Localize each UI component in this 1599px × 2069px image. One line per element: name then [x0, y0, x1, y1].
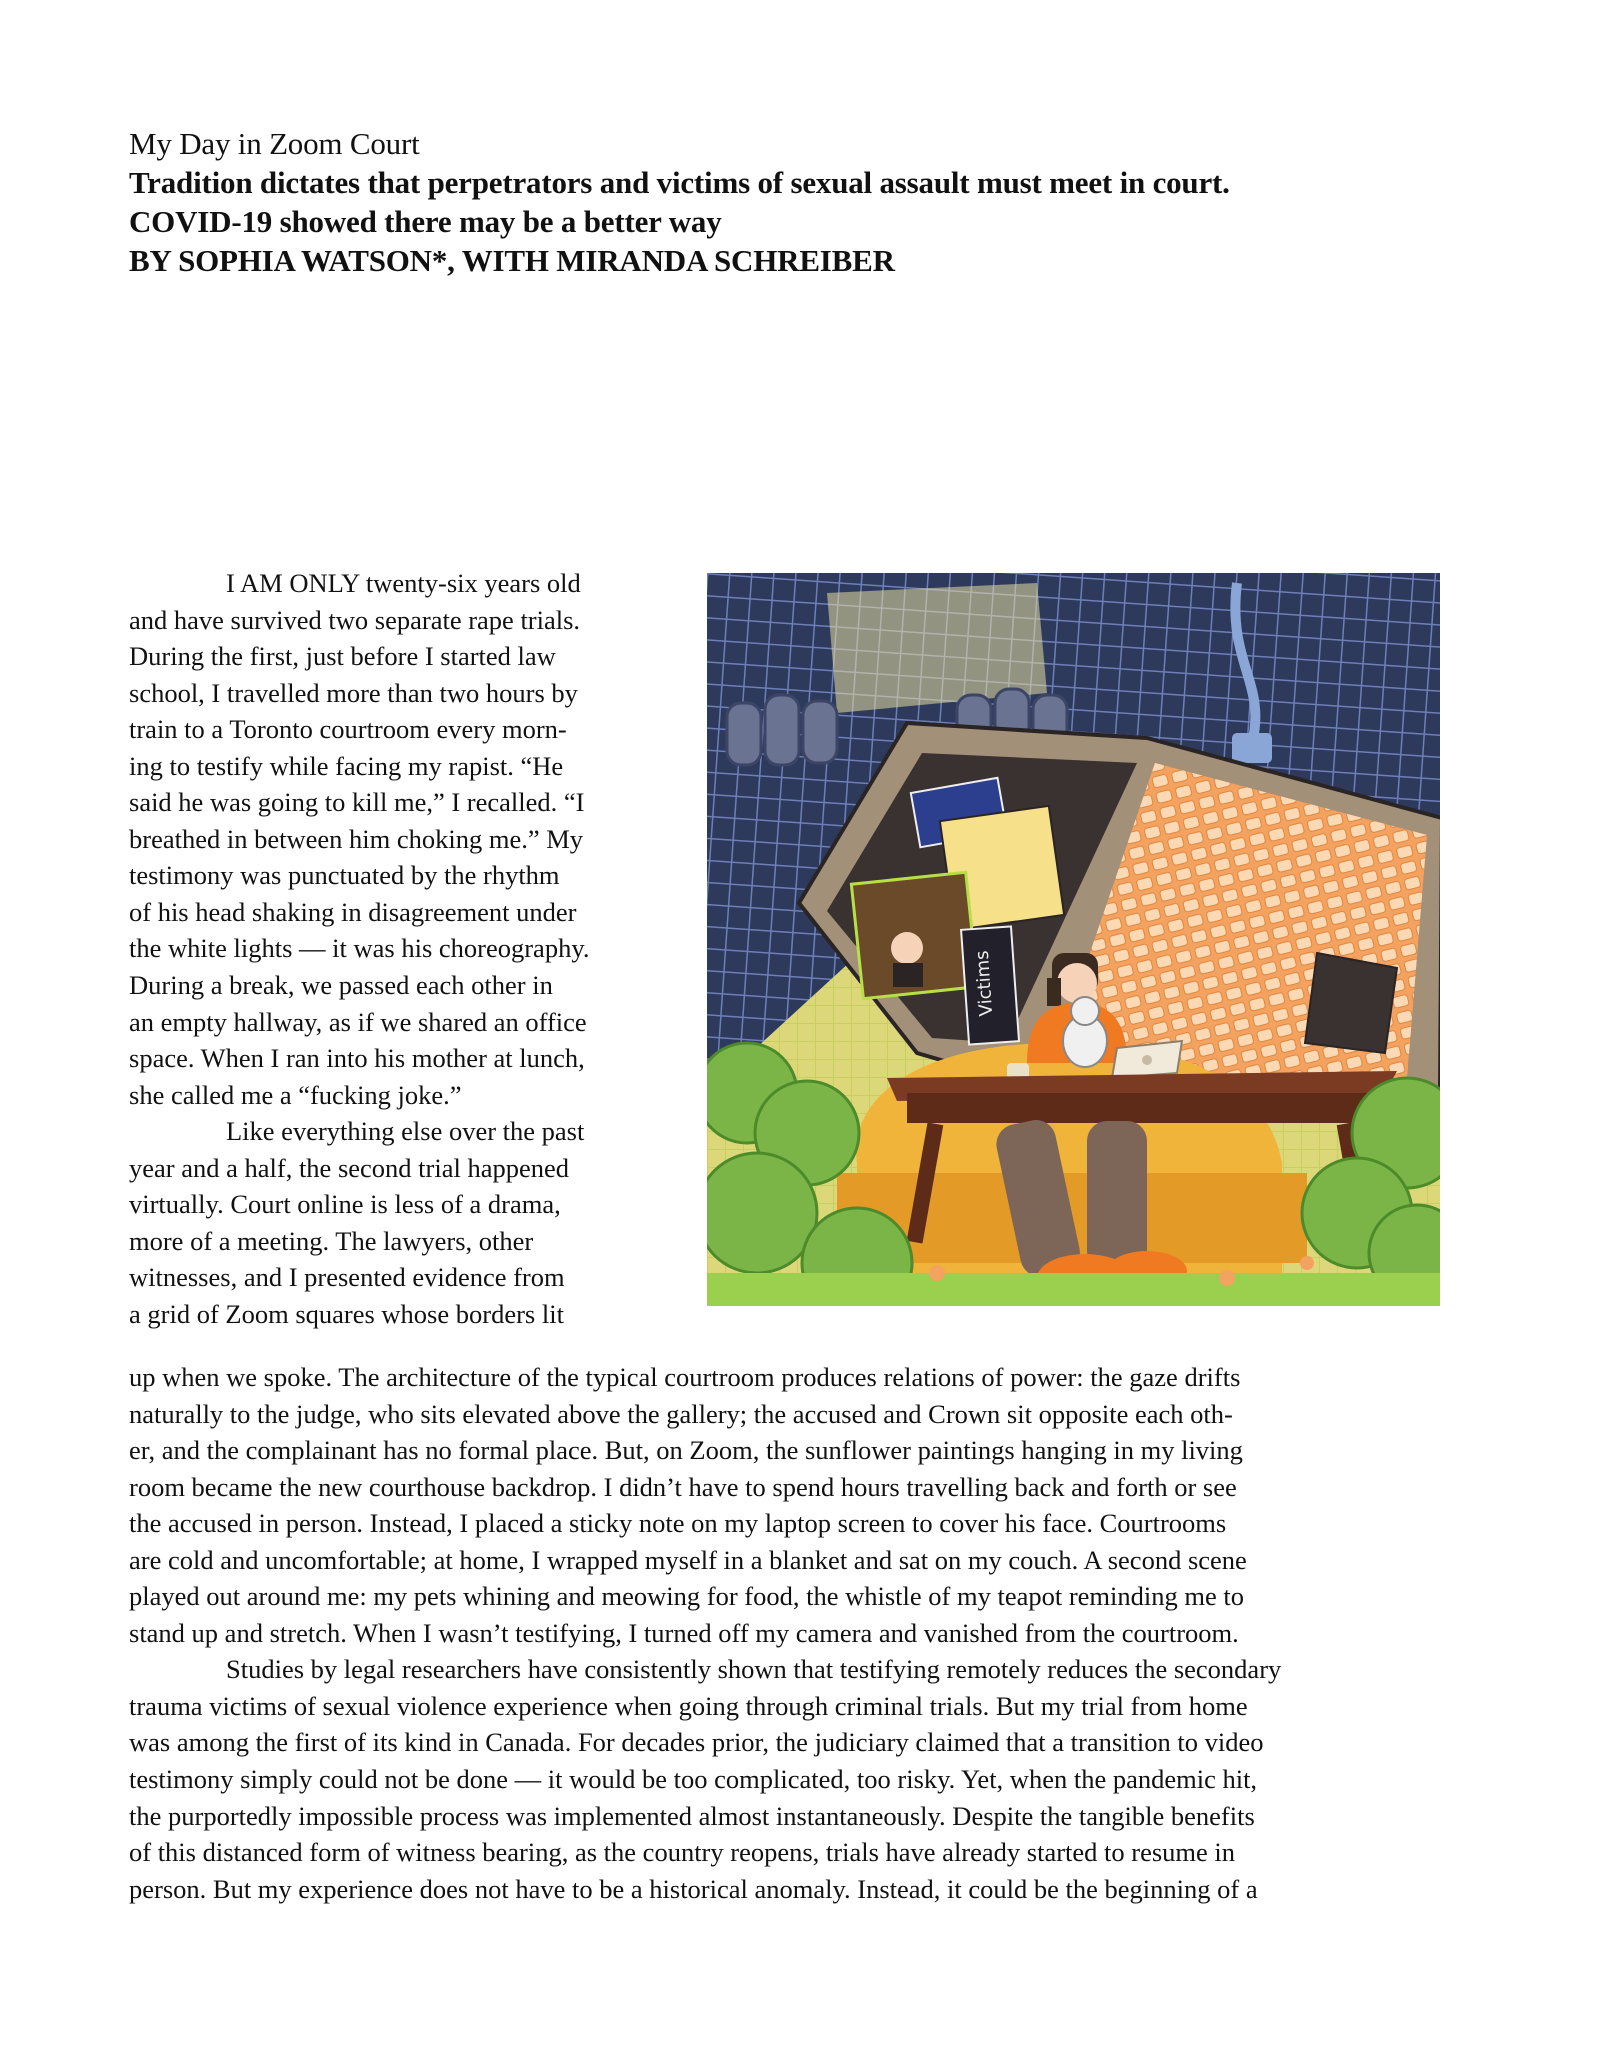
body-text-line: played out around me: my pets whining and meowing for food, the whistle of my teapot reminding me to	[129, 1581, 1244, 1612]
body-text-line: person. But my experience does not have to be a historical anomaly. Instead, it could be the beginning of a	[129, 1873, 1258, 1904]
body-text-line: Studies by legal researchers have consistently shown that testifying remotely reduces the secondary	[226, 1654, 1282, 1685]
body-text-line: I AM ONLY twenty-six years old	[226, 568, 581, 598]
article-dek-line-1: Tradition dictates that perpetrators and victims of sexual assault must meet in court.	[129, 165, 1230, 200]
body-text-line: testimony was punctuated by the rhythm	[129, 860, 560, 891]
body-text-line: virtually. Court online is less of a drama,	[129, 1189, 561, 1220]
body-text-line: breathed in between him choking me.” My	[129, 823, 584, 854]
illustration-victims-label: Victims	[971, 949, 998, 1017]
body-text-line: train to a Toronto courtroom every morn-	[129, 714, 567, 745]
body-text-line: said he was going to kill me,” I recalled. “I	[129, 787, 585, 818]
article-dek-line-2: COVID-19 showed there may be a better way	[129, 204, 722, 239]
body-text-line: an empty hallway, as if we shared an office	[129, 1006, 587, 1037]
body-text-line: the accused in person. Instead, I placed a sticky note on my laptop screen to cover his face. Courtrooms	[129, 1508, 1227, 1539]
body-text-line: a grid of Zoom squares whose borders lit	[129, 1298, 564, 1329]
body-text-line: ing to testify while facing my rapist. “He	[129, 750, 564, 781]
body-text-line: During the first, just before I started law	[129, 641, 556, 672]
body-text-line: more of a meeting. The lawyers, other	[129, 1225, 534, 1256]
body-text-line: er, and the complainant has no formal place. But, on Zoom, the sunflower paintings hanging in my living	[129, 1435, 1243, 1466]
narrow-column	[129, 565, 589, 1332]
article-title: My Day in Zoom Court	[129, 126, 420, 161]
body-text-line: space. When I ran into his mother at lunch,	[129, 1043, 585, 1074]
body-text-line: testimony simply could not be done — it would be too complicated, too risky. Yet, when the pandemic hit,	[129, 1764, 1258, 1795]
body-text-line: the purportedly impossible process was implemented almost instantaneously. Despite the tangible benefits	[129, 1800, 1255, 1831]
article-byline: BY SOPHIA WATSON*, WITH MIRANDA SCHREIBER	[129, 243, 895, 278]
article-illustration	[707, 573, 1440, 1306]
body-text-line: the white lights — it was his choreography.	[129, 933, 590, 964]
body-text-line: she called me a “fucking joke.”	[129, 1079, 462, 1110]
body-text-line: trauma victims of sexual violence experience when going through criminal trials. But my trial from home	[129, 1690, 1248, 1721]
body-text-line: year and a half, the second trial happened	[129, 1152, 569, 1183]
body-text-line: up when we spoke. The architecture of the typical courtroom produces relations of power: the gaze drifts	[129, 1362, 1241, 1392]
article-header	[129, 124, 1489, 280]
body-text-line: During a break, we passed each other in	[129, 970, 553, 1001]
wide-column	[129, 1359, 1281, 1907]
body-text-line: school, I travelled more than two hours by	[129, 677, 578, 708]
body-text-line: was among the first of its kind in Canada. For decades prior, the judiciary claimed that a transition to video	[129, 1727, 1264, 1758]
body-text-line: stand up and stretch. When I wasn’t testifying, I turned off my camera and vanished from the courtroom.	[129, 1617, 1239, 1648]
body-text-line: of his head shaking in disagreement under	[129, 896, 577, 927]
body-text-line: and have survived two separate rape trials.	[129, 604, 581, 635]
body-text-line: witnesses, and I presented evidence from	[129, 1262, 565, 1293]
body-text-line: of this distanced form of witness bearing, as the country reopens, trials have already started to resume in	[129, 1837, 1236, 1868]
body-text-line: room became the new courthouse backdrop. I didn’t have to spend hours travelling back and forth or see	[129, 1471, 1237, 1502]
body-text-line: naturally to the judge, who sits elevated above the gallery; the accused and Crown sit opposite each oth-	[129, 1398, 1233, 1429]
body-text-line: Like everything else over the past	[226, 1116, 585, 1147]
body-text-line: are cold and uncomfortable; at home, I wrapped myself in a blanket and sat on my couch. A second scene	[129, 1544, 1247, 1575]
